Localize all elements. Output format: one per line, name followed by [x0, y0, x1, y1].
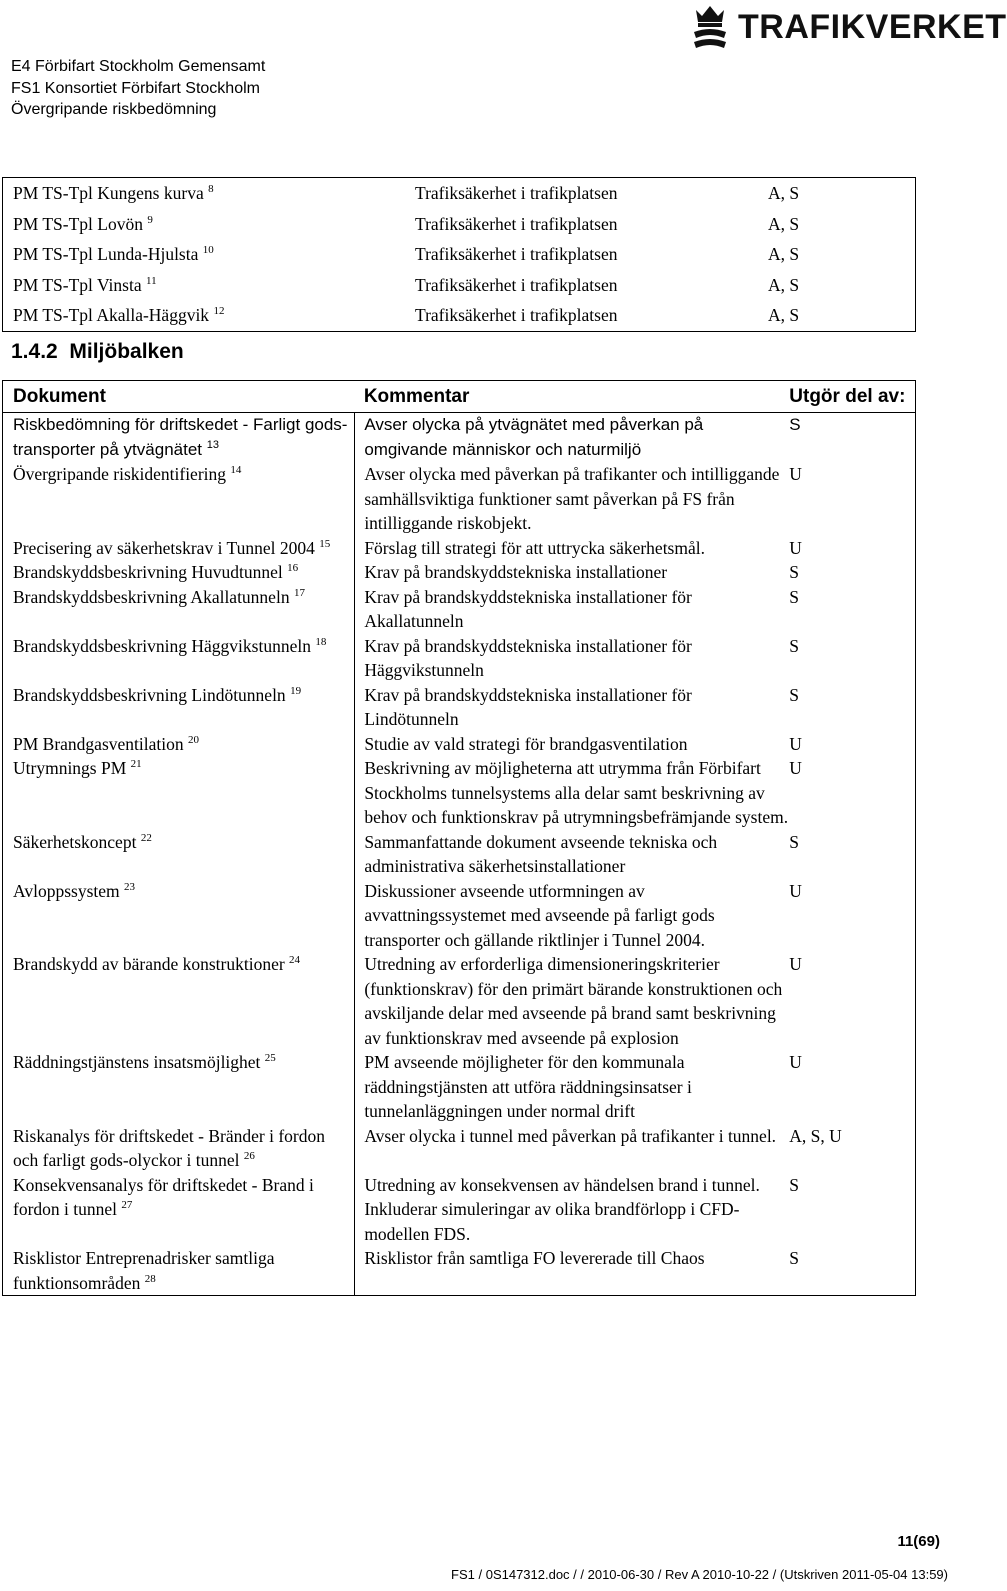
- part-cell: A, S, U: [789, 1125, 842, 1146]
- document-name: PM Brandgasventilation: [13, 733, 184, 754]
- part-cell: S: [789, 562, 800, 582]
- comment-cell: Krav på brandskyddstekniska installationer för Lindötunneln: [364, 684, 692, 729]
- header-project: E4 Förbifart Stockholm Gemensamt: [11, 58, 266, 75]
- part-cell: S: [789, 831, 800, 852]
- comment-cell: PM avseende möjligheter för den kommunala räddningstjänsten att utföra räddningsinsatser i tunnelanläggningen under normal drift: [364, 1052, 692, 1121]
- table-row: [3, 209, 916, 240]
- part-cell: A, S: [768, 213, 800, 234]
- comment-cell: Avser olycka på ytvägnätet med påverkan på omgivande människor och naturmiljö: [364, 415, 704, 459]
- document-name: Brandskyddsbeskrivning Huvudtunnel: [13, 562, 283, 582]
- comment-cell: Sammanfattande dokument avseende tekniska och administrativa säkerhetsinstallationer: [364, 831, 718, 876]
- document-cell: [3, 1124, 355, 1173]
- comment-cell: Trafiksäkerhet i trafikplatsen: [415, 183, 618, 203]
- footnote-ref: 11: [145, 274, 157, 287]
- comment-cell: Trafiksäkerhet i trafikplatsen: [415, 213, 618, 234]
- document-name: Riskbedömning för driftskedet - Farligt gods-transporter på ytvägnätet: [13, 415, 348, 459]
- comment-cell: Studie av vald strategi för brandgasventilation: [364, 733, 688, 754]
- part-cell: U: [789, 1052, 802, 1072]
- document-cell: [3, 732, 355, 757]
- document-name: PM TS-Tpl Lovön: [13, 213, 143, 234]
- footnote-ref: 13: [206, 438, 219, 451]
- document-name: PM TS-Tpl Akalla-Häggvik: [13, 305, 210, 326]
- comment-cell: Trafiksäkerhet i trafikplatsen: [415, 244, 618, 265]
- footnote-ref: 27: [121, 1199, 133, 1211]
- footnote-ref: 8: [208, 183, 214, 195]
- table-row: [3, 560, 916, 585]
- crown-icon: [688, 4, 732, 52]
- tpl-table: [2, 177, 916, 332]
- document-cell: [3, 1050, 355, 1124]
- table-row: [3, 239, 916, 270]
- footnote-ref: 19: [290, 684, 302, 697]
- table-row: [3, 634, 916, 683]
- document-name: PM TS-Tpl Vinsta: [13, 274, 142, 295]
- document-cell: [3, 270, 416, 301]
- document-cell: [3, 413, 355, 463]
- document-cell: [3, 536, 355, 561]
- part-cell: S: [789, 1174, 800, 1195]
- document-cell: [3, 585, 355, 634]
- part-cell: U: [789, 733, 802, 754]
- document-cell: [3, 1173, 355, 1247]
- table-row: [3, 952, 916, 1050]
- part-cell: A, S: [768, 274, 800, 295]
- table-row: [3, 830, 916, 879]
- section-title: Miljöbalken: [69, 340, 184, 363]
- section-heading: [11, 340, 184, 364]
- table-row: [3, 585, 916, 634]
- header-consortium: FS1 Konsortiet Förbifart Stockholm: [11, 79, 260, 97]
- part-cell: S: [789, 586, 800, 607]
- comment-cell: Utredning av erforderliga dimensioneringskriterier (funktionskrav) för den primärt bärande konstruktionen och avskiljande delar med avseende på brand samt beskrivning av funktionskrav med avseende på explosion: [364, 954, 783, 1048]
- table-row: [3, 732, 916, 757]
- footnote-ref: 16: [287, 562, 299, 574]
- table-row: [3, 1124, 916, 1173]
- comment-cell: Förslag till strategi för att uttrycka säkerhetsmål.: [364, 537, 705, 558]
- footnote-ref: 18: [315, 635, 327, 648]
- comment-cell: Avser olycka med påverkan på trafikanter och intilliggande samhällsviktiga funktioner samt påverkan på FS från intilliggande riskobjekt.: [364, 464, 780, 533]
- part-cell: U: [789, 464, 802, 484]
- document-cell: [3, 300, 416, 331]
- comment-cell: Trafiksäkerhet i trafikplatsen: [415, 305, 618, 326]
- footnote-ref: 24: [289, 954, 301, 966]
- document-cell: [3, 462, 355, 536]
- footnote-ref: 12: [213, 305, 225, 318]
- part-cell: A, S: [768, 183, 800, 203]
- footnote-ref: 22: [140, 831, 152, 844]
- document-name: Säkerhetskoncept: [13, 831, 137, 852]
- comment-cell: Krav på brandskyddstekniska installationer: [364, 562, 668, 582]
- footnote-ref: 23: [124, 880, 135, 893]
- footer-docinfo: FS1 / 0S147312.doc / / 2010-06-30 / Rev A 2010-10-22 / (Utskriven 2011-05-04 13:59): [451, 1567, 948, 1582]
- document-cell: [3, 756, 355, 830]
- document-name: Precisering av säkerhetskrav i Tunnel 2004: [13, 537, 315, 558]
- part-cell: S: [789, 1248, 800, 1268]
- document-name: Avloppssystem: [13, 880, 120, 901]
- part-cell: A, S: [768, 305, 800, 326]
- document-name: Riskanalys för driftskedet - Bränder i fordon och farligt gods-olyckor i tunnel: [13, 1125, 326, 1170]
- footnote-ref: 10: [202, 244, 214, 257]
- document-name: Brandskyddsbeskrivning Akallatunneln: [13, 586, 290, 607]
- footnote-ref: 21: [130, 758, 142, 770]
- footnote-ref: 15: [319, 537, 331, 550]
- table-row: [3, 683, 916, 732]
- footnote-ref: 26: [243, 1150, 255, 1162]
- table-row: [3, 413, 916, 463]
- document-cell: [3, 879, 355, 953]
- comment-cell: Krav på brandskyddstekniska installationer för Akallatunneln: [364, 586, 692, 631]
- header-utgor-del: Utgör del av:: [789, 381, 915, 413]
- trafikverket-logo: [688, 2, 1007, 54]
- table-row: [3, 1173, 916, 1247]
- document-name: Konsekvensanalys för driftskedet - Brand i fordon i tunnel: [13, 1174, 314, 1219]
- comment-cell: Avser olycka i tunnel med påverkan på trafikanter i tunnel.: [364, 1125, 777, 1146]
- table-row: [3, 462, 916, 536]
- part-cell: S: [789, 684, 800, 705]
- document-cell: [3, 178, 416, 209]
- document-name: PM TS-Tpl Lunda-Hjulsta: [13, 244, 199, 265]
- document-name: Utrymnings PM: [13, 758, 127, 778]
- comment-cell: Risklistor från samtliga FO levererade till Chaos: [364, 1248, 705, 1268]
- document-name: Räddningstjänstens insatsmöjlighet: [13, 1052, 261, 1072]
- document-header: [11, 56, 265, 121]
- table-row: [3, 270, 916, 301]
- document-cell: [3, 1246, 355, 1296]
- comment-cell: Beskrivning av möjligheterna att utrymma från Förbifart Stockholms tunnelsystems alla delar samt beskrivning av behov och funktionskrav på utrymningsbefrämjande system.: [364, 758, 789, 827]
- logo-text: TRAFIKVERKET: [738, 8, 1007, 46]
- comment-cell: Krav på brandskyddstekniska installationer för Häggvikstunneln: [364, 635, 692, 680]
- footnote-ref: 28: [144, 1272, 156, 1285]
- header-doc-title: Övergripande riskbedömning: [11, 101, 217, 118]
- comment-cell: Utredning av konsekvensen av händelsen brand i tunnel. Inkluderar simuleringar av olika brandförlopp i CFD-modellen FDS.: [364, 1174, 760, 1244]
- footnote-ref: 9: [147, 213, 153, 226]
- table-header-row: [3, 381, 916, 413]
- document-name: PM TS-Tpl Kungens kurva: [13, 183, 204, 203]
- document-cell: [3, 560, 355, 585]
- footnote-ref: 25: [264, 1052, 276, 1064]
- document-cell: [3, 830, 355, 879]
- part-cell: U: [789, 758, 802, 778]
- header-dokument: Dokument: [3, 381, 355, 413]
- part-cell: S: [789, 635, 800, 656]
- miljobalken-table: [2, 380, 916, 1296]
- document-name: Övergripande riskidentifiering: [13, 464, 227, 484]
- footnote-ref: 17: [293, 586, 305, 599]
- part-cell: U: [789, 537, 802, 558]
- table-row: [3, 178, 916, 209]
- part-cell: A, S: [768, 244, 800, 265]
- table-row: [3, 1050, 916, 1124]
- table-row: [3, 536, 916, 561]
- part-cell: S: [789, 415, 801, 434]
- table-row: [3, 756, 916, 830]
- page-number: 11(69): [897, 1533, 940, 1550]
- table-row: [3, 1246, 916, 1296]
- document-cell: [3, 209, 416, 240]
- comment-cell: Trafiksäkerhet i trafikplatsen: [415, 274, 618, 295]
- document-cell: [3, 634, 355, 683]
- document-cell: [3, 952, 355, 1050]
- footnote-ref: 20: [187, 733, 199, 746]
- part-cell: U: [789, 880, 802, 901]
- document-cell: [3, 239, 416, 270]
- table-row: [3, 300, 916, 331]
- document-name: Brandskyddsbeskrivning Lindötunneln: [13, 684, 286, 705]
- header-kommentar: Kommentar: [355, 381, 789, 413]
- section-number: 1.4.2: [11, 340, 58, 363]
- document-name: Brandskydd av bärande konstruktioner: [13, 954, 285, 974]
- part-cell: U: [789, 954, 802, 974]
- document-name: Brandskyddsbeskrivning Häggvikstunneln: [13, 635, 311, 656]
- table-row: [3, 879, 916, 953]
- document-name: Risklistor Entreprenadrisker samtliga funktionsområden: [13, 1248, 275, 1293]
- comment-cell: Diskussioner avseende utformningen av avvattningssystemet med avseende på farligt gods transporter och gällande riktlinjer i Tunnel 2004.: [364, 880, 715, 950]
- footnote-ref: 14: [230, 464, 242, 476]
- document-cell: [3, 683, 355, 732]
